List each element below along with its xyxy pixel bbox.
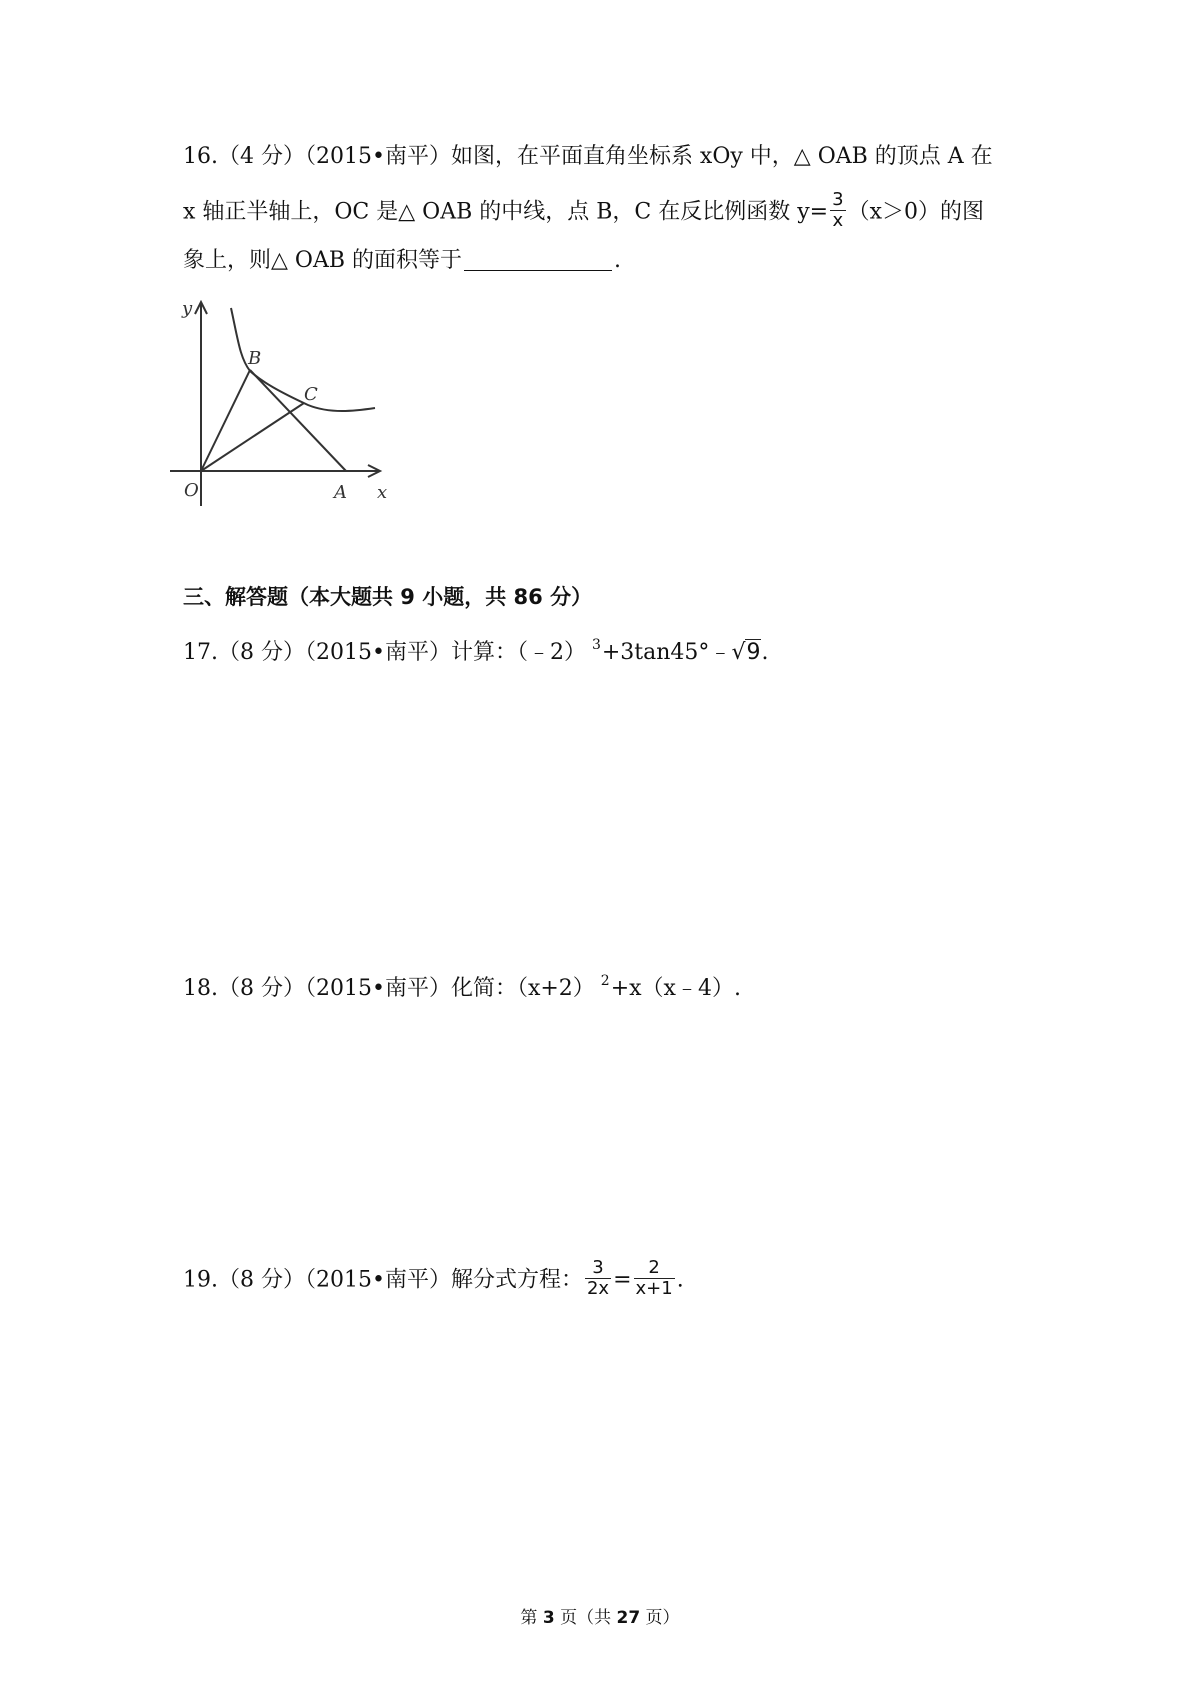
q16-figure [170, 300, 430, 520]
q18-exponent: 2 [600, 973, 610, 989]
q17-prefix: 17.（8 分）（2015•南平）计算：（﹣2） [183, 640, 586, 665]
q19-rhs-denominator: x+1 [635, 1278, 673, 1299]
q18-rest: +x（x﹣4）. [610, 976, 741, 1001]
label-O: O [184, 480, 199, 501]
label-y: y [182, 300, 193, 319]
footer-total-pages: 27 [616, 1608, 641, 1628]
q19-prefix: 19.（8 分）（2015•南平）解分式方程： [183, 1267, 583, 1293]
q16-text-3: 象上，则△ OAB 的面积等于 [183, 248, 462, 273]
footer-mid: 页（共 [554, 1608, 617, 1628]
answer-blank[interactable] [464, 248, 612, 271]
label-C: C [304, 384, 318, 405]
q16-text-2b: （x＞0）的图 [847, 199, 984, 225]
q16-line-2 [183, 189, 984, 233]
q19-equals: = [613, 1267, 632, 1293]
q17-mid: +3tan45°﹣ [601, 640, 732, 665]
q16-frac-numerator: 3 [832, 189, 844, 210]
q16-text-2a: x 轴正半轴上，OC 是△ OAB 的中线，点 B，C 在反比例函数 y= [183, 199, 829, 225]
q19-lhs-numerator: 3 [585, 1258, 611, 1279]
q16-fraction [830, 190, 845, 231]
label-x: x [377, 482, 388, 503]
q18-prefix: 18.（8 分）（2015•南平）化简：（x+2） [183, 976, 595, 1001]
q16-frac-denominator: x [832, 210, 844, 231]
q17-radicand: 9 [746, 640, 761, 665]
section-3-heading-text: 三、解答题（本大题共 9 小题，共 86 分） [183, 585, 593, 609]
q19-lhs-fraction [585, 1258, 611, 1299]
q16-text-1: 16.（4 分）（2015•南平）如图，在平面直角坐标系 xOy 中，△ OAB 的顶点 A 在 [183, 144, 993, 169]
page-footer [0, 1603, 1200, 1628]
q17-sqrt: √9 [731, 640, 761, 665]
q16-text-3-end: . [614, 248, 621, 273]
q19-line [183, 1257, 684, 1301]
q17-line [183, 630, 768, 668]
q16-line-3 [183, 246, 621, 276]
q19-lhs-denominator: 2x [586, 1278, 610, 1299]
q17-end: . [761, 640, 769, 665]
q16-line-1 [183, 142, 993, 172]
q19-end: . [676, 1267, 684, 1293]
footer-page-number: 3 [542, 1608, 555, 1628]
footer-post: 页） [640, 1608, 680, 1628]
q19-rhs-numerator: 2 [634, 1258, 675, 1279]
footer-pre: 第 [520, 1608, 543, 1628]
q19-rhs-fraction [634, 1258, 675, 1299]
segment-BA [250, 370, 346, 471]
label-A: A [334, 482, 347, 503]
q18-line [183, 966, 741, 1004]
section-3-heading [183, 582, 592, 612]
label-B: B [248, 348, 262, 369]
q17-exponent: 3 [591, 637, 601, 653]
